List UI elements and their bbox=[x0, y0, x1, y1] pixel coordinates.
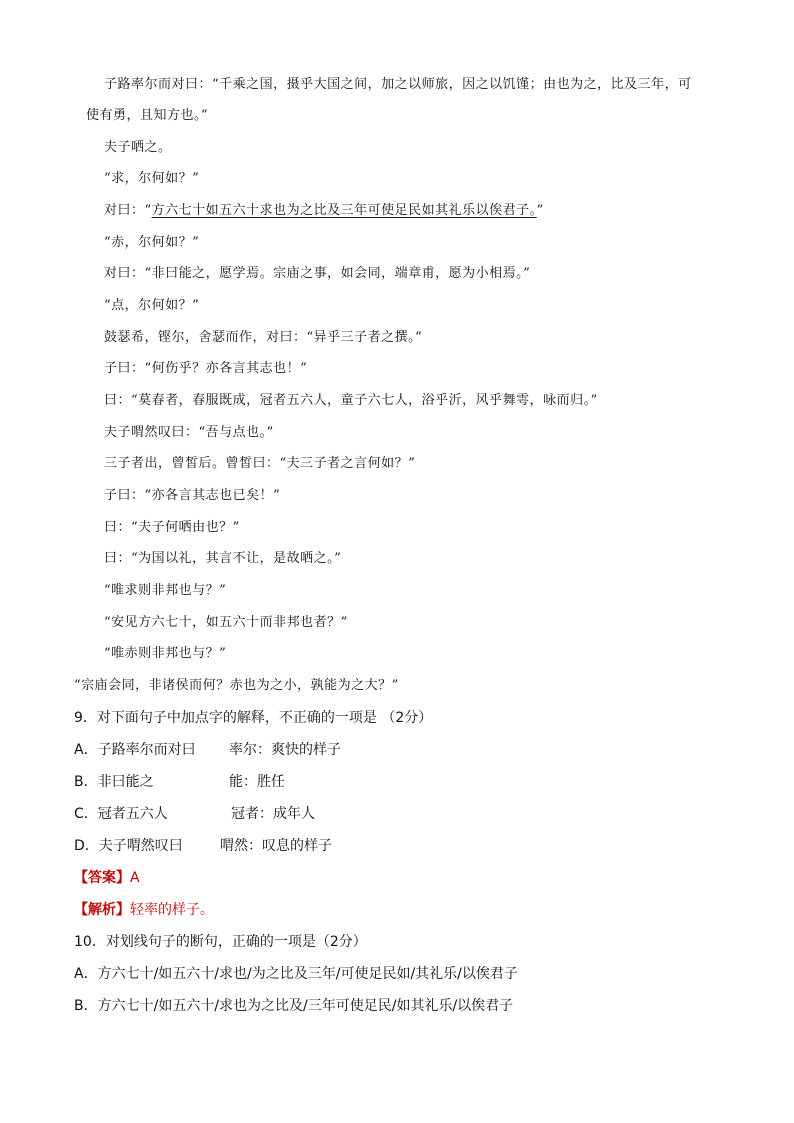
analysis-text: 轻率的样子。 bbox=[130, 902, 214, 918]
passage-line: 曰：“夫子何哂由也？” bbox=[104, 520, 240, 535]
question-10-option-b: B．方六七十/如五六十/求也为之比及/三年可使足民/如其礼乐/以俟君子 bbox=[74, 998, 514, 1014]
passage-line: 鼓瑟希，铿尔，舍瑟而作，对曰：“异乎三子者之撰。” bbox=[104, 330, 423, 345]
passage-line: 子曰：“何伤乎？亦各言其志也！” bbox=[104, 361, 308, 376]
passage-line: 使有勇，且知方也。” bbox=[86, 108, 209, 123]
passage-line: “求，尔何如？” bbox=[104, 171, 200, 186]
answer-line bbox=[74, 869, 140, 887]
passage-line: “唯赤则非邦也与？” bbox=[104, 646, 227, 661]
question-9-option-a bbox=[74, 741, 341, 759]
passage-line: “赤，尔何如？” bbox=[104, 235, 200, 250]
passage-line: 曰：“为国以礼，其言不让，是故哂之。” bbox=[104, 551, 342, 566]
question-10-stem: 10．对划线句子的断句，正确的一项是（2分） bbox=[74, 934, 367, 950]
analysis-line bbox=[74, 901, 214, 919]
passage-line: 夫子喟然叹曰：“吾与点也。” bbox=[104, 425, 274, 440]
option-sentence: C．冠者五六人 bbox=[74, 806, 168, 822]
passage-line-with-underline bbox=[104, 202, 544, 220]
option-sentence: B．非曰能之 bbox=[74, 774, 154, 790]
passage-line: 子路率尔而对曰：“千乘之国，摄乎大国之间，加之以师旅，因之以饥馑；由也为之，比及三年，可 bbox=[104, 77, 692, 92]
passage-line: “点，尔何如？” bbox=[104, 298, 200, 313]
passage-line: “唯求则非邦也与？” bbox=[104, 583, 227, 598]
option-sentence: A．子路率尔而对曰 bbox=[74, 742, 196, 758]
passage-line: 对曰：“非曰能之，愿学焉。宗庙之事，如会同，端章甫，愿为小相焉。” bbox=[104, 266, 531, 281]
passage-line: 子曰：“亦各言其志也已矣！” bbox=[104, 488, 281, 503]
underlined-sentence: 方六七十如五六十求也为之比及三年可使足民如其礼乐以俟君子。 bbox=[151, 203, 537, 218]
answer-tag: 【答案】 bbox=[74, 870, 130, 886]
option-sentence: D．夫子喟然叹曰 bbox=[74, 838, 183, 854]
passage-prefix: 对曰：“ bbox=[104, 203, 152, 218]
passage-suffix: ” bbox=[536, 203, 544, 218]
question-9-stem: 9．对下面句子中加点字的解释，不正确的一项是 （2分） bbox=[74, 710, 433, 726]
passage-line: 曰：“莫春者，春服既成，冠者五六人，童子六七人，浴乎沂，风乎舞雩，咏而归。” bbox=[104, 393, 598, 408]
option-gloss: 率尔：爽快的样子 bbox=[229, 742, 341, 758]
passage-line: 三子者出，曾皙后。曾皙曰：“夫三子者之言何如？” bbox=[104, 456, 416, 471]
question-9-option-c bbox=[74, 805, 315, 823]
question-9-option-d bbox=[74, 837, 332, 855]
answer-value: A bbox=[130, 870, 140, 886]
analysis-tag: 【解析】 bbox=[74, 902, 130, 918]
option-gloss: 冠者：成年人 bbox=[231, 806, 315, 822]
passage-line: “安见方六七十，如五六十而非邦也者？” bbox=[104, 615, 348, 630]
question-10-option-a: A．方六七十/如五六十/求也/为之比及三年/可使足民如/其礼乐/以俟君子 bbox=[74, 966, 518, 982]
option-gloss: 喟然：叹息的样子 bbox=[220, 838, 332, 854]
passage-line: 夫子哂之。 bbox=[104, 140, 172, 155]
option-gloss: 能：胜任 bbox=[229, 774, 285, 790]
passage-line: “宗庙会同，非诸侯而何？赤也为之小，孰能为之大？” bbox=[74, 678, 399, 693]
question-9-option-b bbox=[74, 773, 285, 791]
